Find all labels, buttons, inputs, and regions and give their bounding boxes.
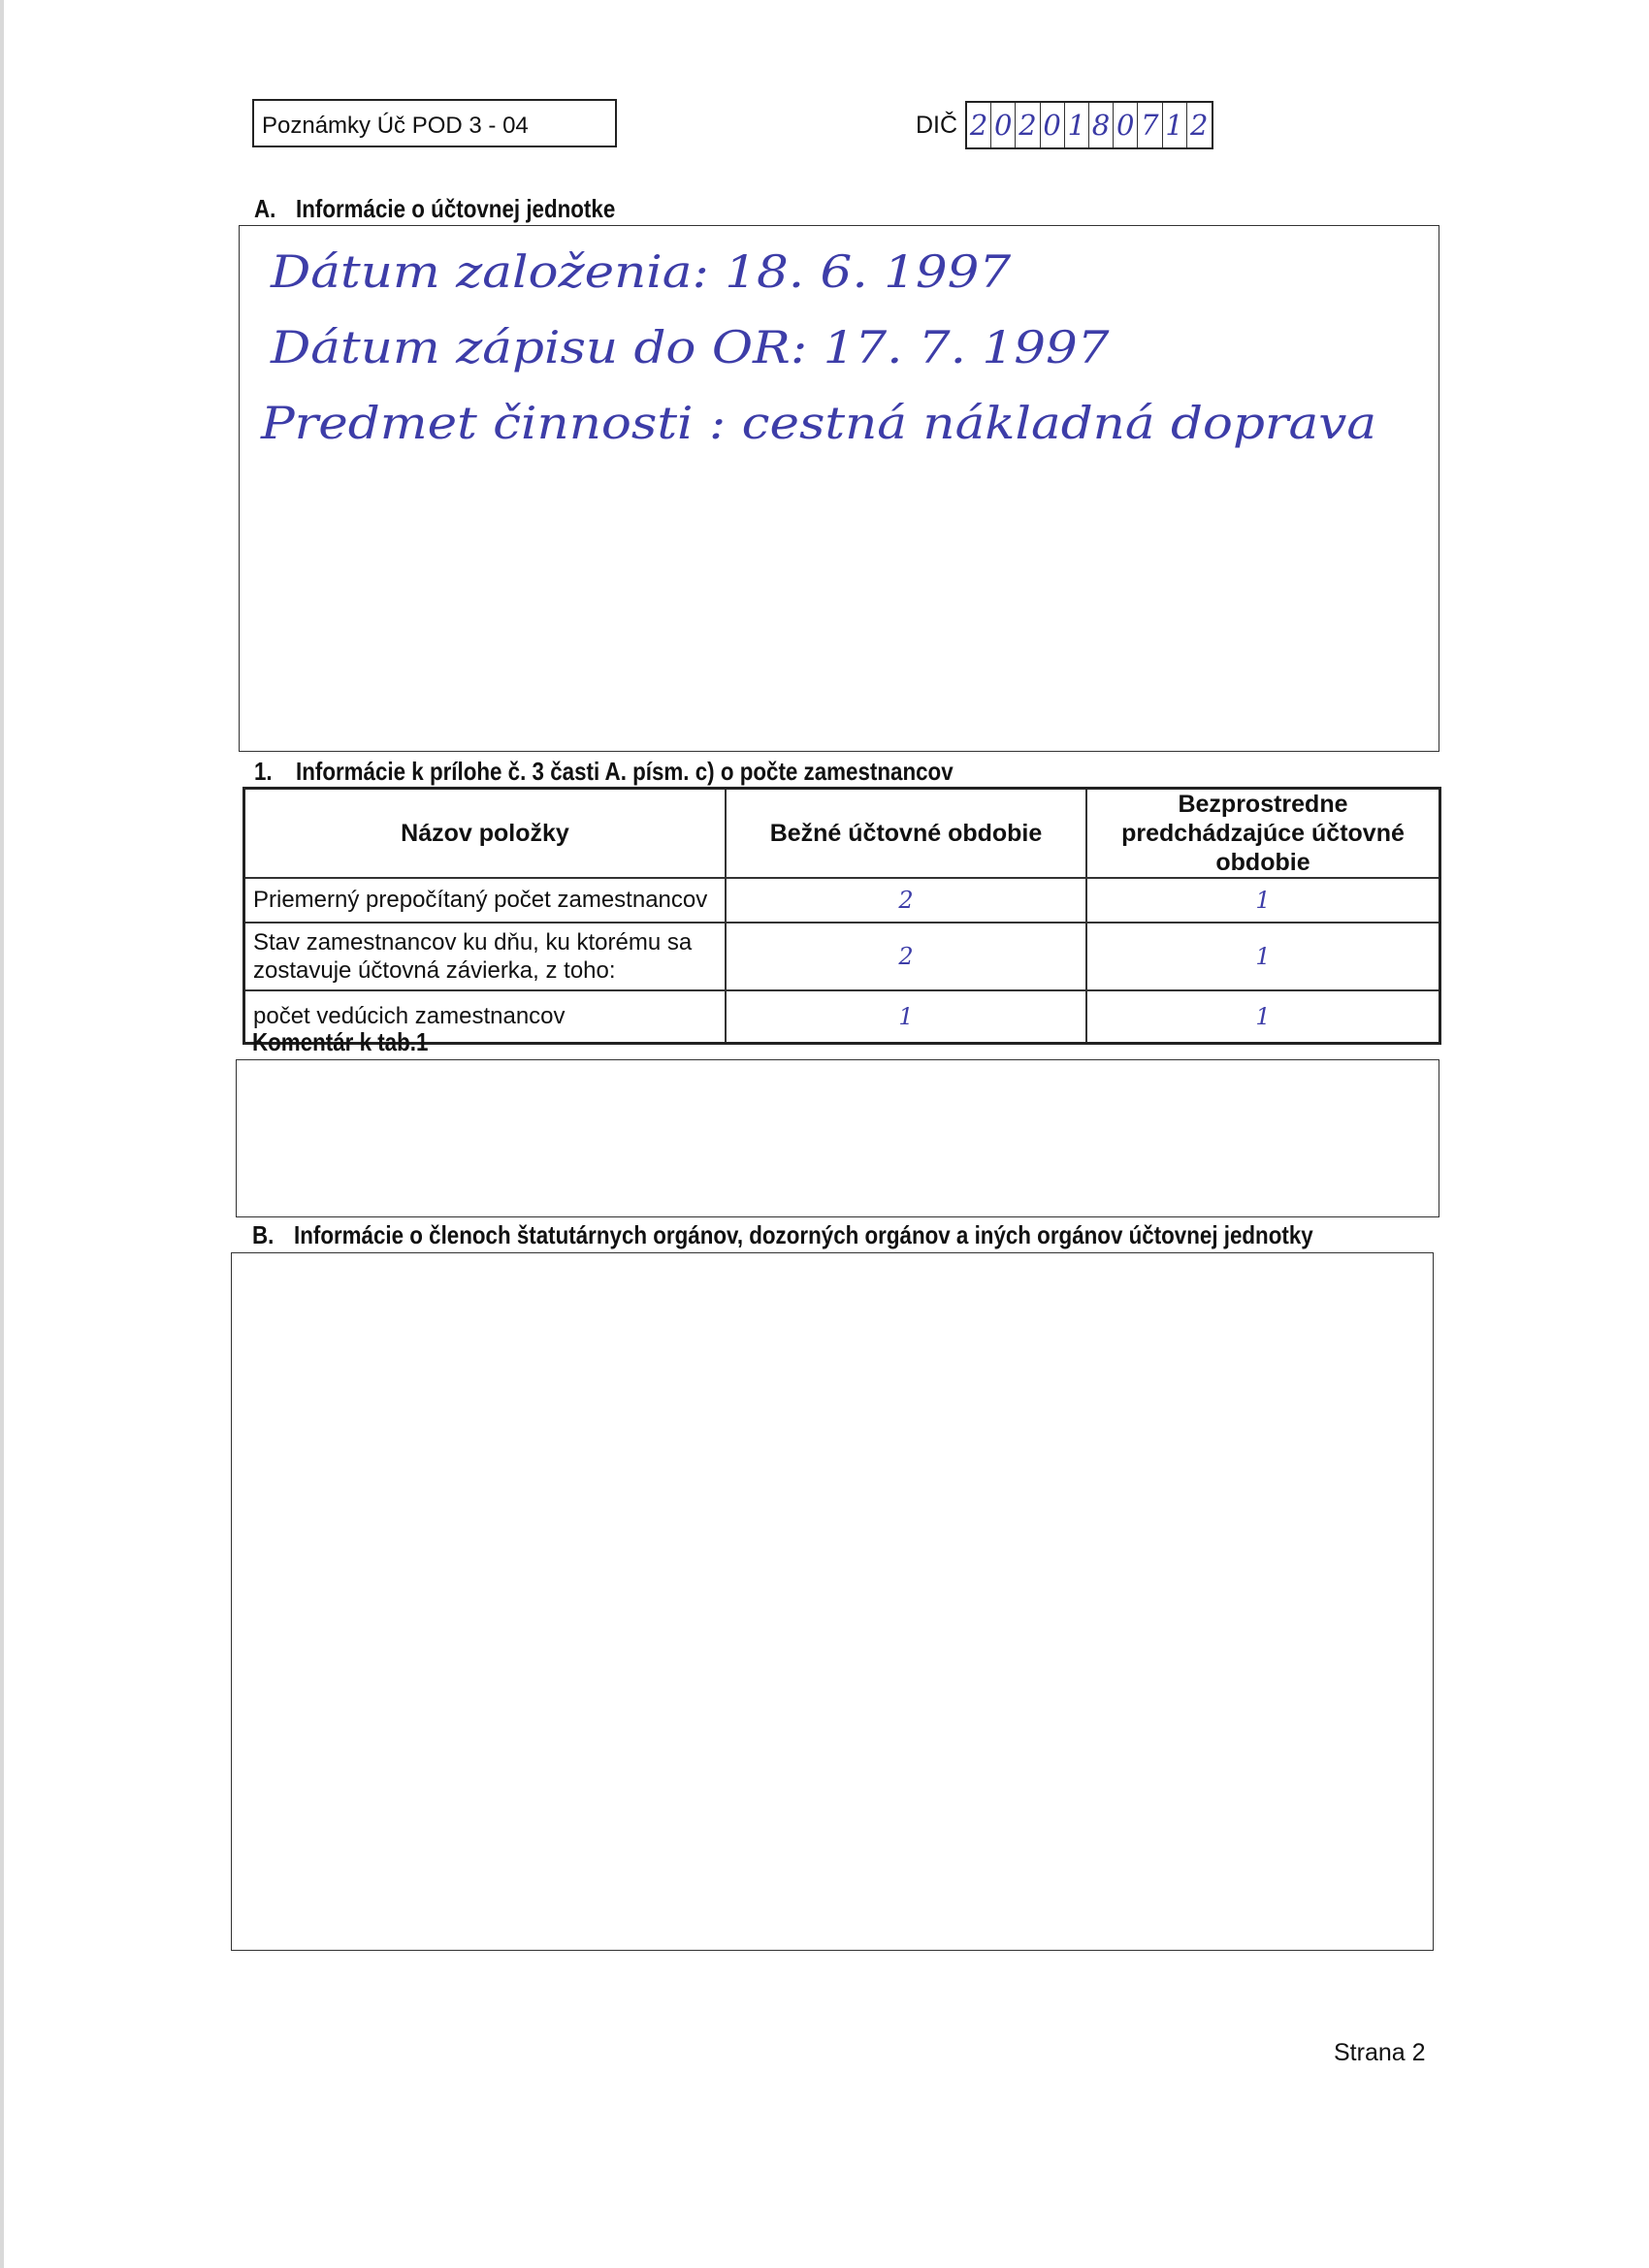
employee-count-table	[242, 787, 1441, 1045]
page-number: Strana 2	[1334, 2039, 1426, 2066]
table-row	[244, 923, 1440, 990]
document-code-label: Poznámky Úč POD 3 - 04	[252, 99, 617, 147]
section-b-heading	[252, 1220, 1313, 1250]
section-b-box[interactable]	[231, 1252, 1434, 1951]
row-label: Stav zamestnancov ku dňu, ku ktorému sa zostavuje účtovná závierka, z toho:	[244, 923, 727, 990]
dic-digit-boxes	[965, 101, 1213, 149]
dic-digit[interactable]: 1	[1163, 103, 1187, 147]
column-header-current: Bežné účtovné obdobie	[726, 789, 1086, 879]
row-current-value[interactable]: 1	[726, 990, 1086, 1043]
dic-digit[interactable]: 0	[991, 103, 1016, 147]
table-header-row	[244, 789, 1440, 879]
row-previous-value[interactable]: 1	[1086, 878, 1440, 923]
comment-heading: Komentár k tab.1	[252, 1027, 429, 1056]
dic-digit[interactable]: 2	[967, 103, 991, 147]
row-label: Priemerný prepočítaný počet zamestnancov	[244, 878, 727, 923]
section-a-letter: A.	[254, 194, 276, 223]
row-label: počet vedúcich zamestnancov	[244, 990, 727, 1043]
dic-digit[interactable]: 1	[1065, 103, 1089, 147]
column-header-previous: Bezprostredne predchádzajúce účtovné obdobie	[1086, 789, 1440, 879]
dic-digit[interactable]: 2	[1016, 103, 1040, 147]
column-header-item: Názov položky	[244, 789, 727, 879]
page-edge	[0, 0, 4, 2268]
section-1-number: 1.	[254, 757, 273, 786]
table-row	[244, 878, 1440, 923]
registration-date-entry: Dátum zápisu do OR: 17. 7. 1997	[271, 321, 1110, 373]
row-previous-value[interactable]: 1	[1086, 923, 1440, 990]
dic-digit[interactable]: 2	[1190, 109, 1209, 142]
section-1-title: Informácie k prílohe č. 3 časti A. písm. c) o počte zamestnancov	[296, 757, 954, 786]
section-b-title: Informácie o členoch štatutárnych orgánov, dozorných orgánov a iných orgánov účtovnej jednotky	[294, 1220, 1313, 1249]
section-1-heading	[254, 757, 954, 787]
dic-digit[interactable]: 0	[1041, 103, 1065, 147]
section-a-title: Informácie o účtovnej jednotke	[296, 194, 616, 223]
dic-label: DIČ	[916, 112, 958, 139]
row-current-value[interactable]: 2	[726, 923, 1086, 990]
section-b-letter: B.	[252, 1220, 275, 1249]
business-activity-entry: Predmet činnosti : cestná nákladná doprava	[261, 397, 1377, 449]
section-a-heading	[254, 194, 615, 224]
section-a-box[interactable]	[239, 225, 1439, 752]
row-previous-value[interactable]: 1	[1086, 990, 1440, 1043]
comment-box[interactable]	[236, 1059, 1439, 1217]
dic-digit[interactable]: 7	[1138, 103, 1162, 147]
dic-digit[interactable]: 0	[1114, 103, 1138, 147]
dic-digit[interactable]: 8	[1089, 103, 1114, 147]
row-current-value[interactable]: 2	[726, 878, 1086, 923]
founding-date-entry: Dátum založenia: 18. 6. 1997	[271, 245, 1012, 298]
